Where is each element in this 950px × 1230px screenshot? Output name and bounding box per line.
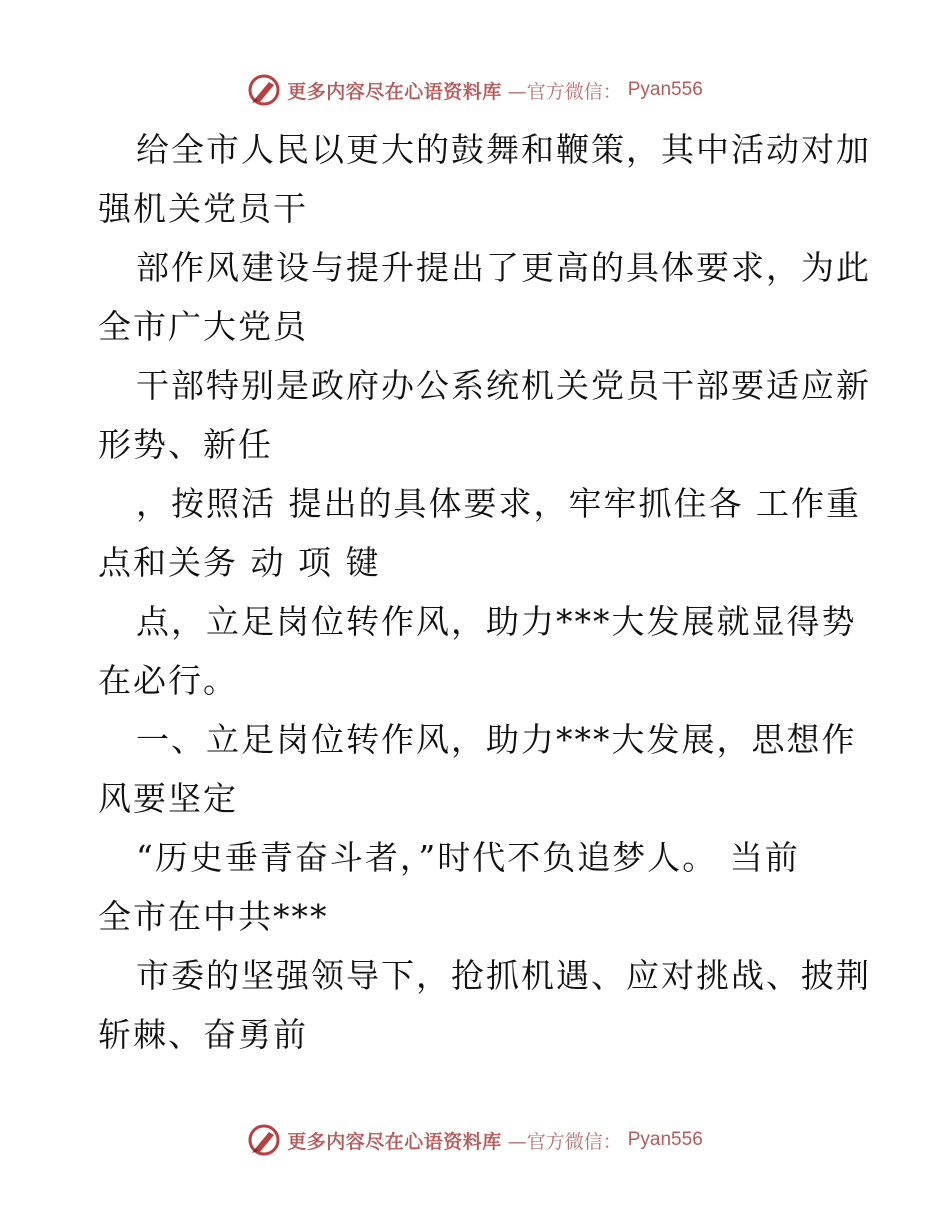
paragraph-line: 全市广大党员 bbox=[98, 307, 308, 346]
paragraph-line: 点，立足岗位转作风，助力***大发展就显得势 bbox=[136, 602, 857, 641]
footer-watermark bbox=[0, 1120, 950, 1160]
heading-line: 一、立足岗位转作风，助力***大发展，思想作 bbox=[136, 720, 857, 759]
paragraph-line: 形势、新任 bbox=[98, 425, 273, 464]
paragraph-line: 部作风建设与提升提出了更高的具体要求，为此 bbox=[136, 248, 871, 287]
body-text bbox=[98, 120, 871, 1064]
paragraph-line: 全市在中共*** bbox=[98, 897, 329, 936]
pen-logo-icon bbox=[247, 1123, 281, 1157]
footer-site-name: 更多内容尽在心语资料库 bbox=[287, 1130, 502, 1153]
paragraph-line: ，按照活 提出的具体要求，牢牢抓住各 工作重 bbox=[136, 484, 861, 523]
footer-wechat-label: —官方微信： bbox=[507, 1130, 622, 1153]
heading-line: 风要坚定 bbox=[98, 779, 238, 818]
paragraph-line: 干部特别是政府办公系统机关党员干部要适应新 bbox=[136, 366, 871, 405]
paragraph-line: 市委的坚强领导下，抢抓机遇、应对挑战、披荆 bbox=[136, 956, 871, 995]
paragraph-line: 给全市人民以更大的鼓舞和鞭策，其中活动对加 bbox=[136, 130, 871, 169]
header-watermark bbox=[0, 70, 950, 110]
paragraph-line: 强机关党员干 bbox=[98, 189, 308, 228]
paragraph-line: 在必行。 bbox=[98, 661, 238, 700]
footer-wechat-id: Pyan556 bbox=[627, 1129, 703, 1150]
paragraph-line: 斩棘、奋勇前 bbox=[98, 1015, 308, 1054]
paragraph-line: 点和关务 动 项 键 bbox=[98, 543, 381, 582]
header-wechat-id: Pyan556 bbox=[627, 79, 703, 100]
pen-logo-icon bbox=[247, 73, 281, 107]
header-site-name: 更多内容尽在心语资料库 bbox=[287, 80, 502, 103]
paragraph-line: “历史垂青奋斗者，”时代不负追梦人。 当前 bbox=[136, 838, 800, 877]
header-wechat-label: —官方微信： bbox=[507, 80, 622, 103]
